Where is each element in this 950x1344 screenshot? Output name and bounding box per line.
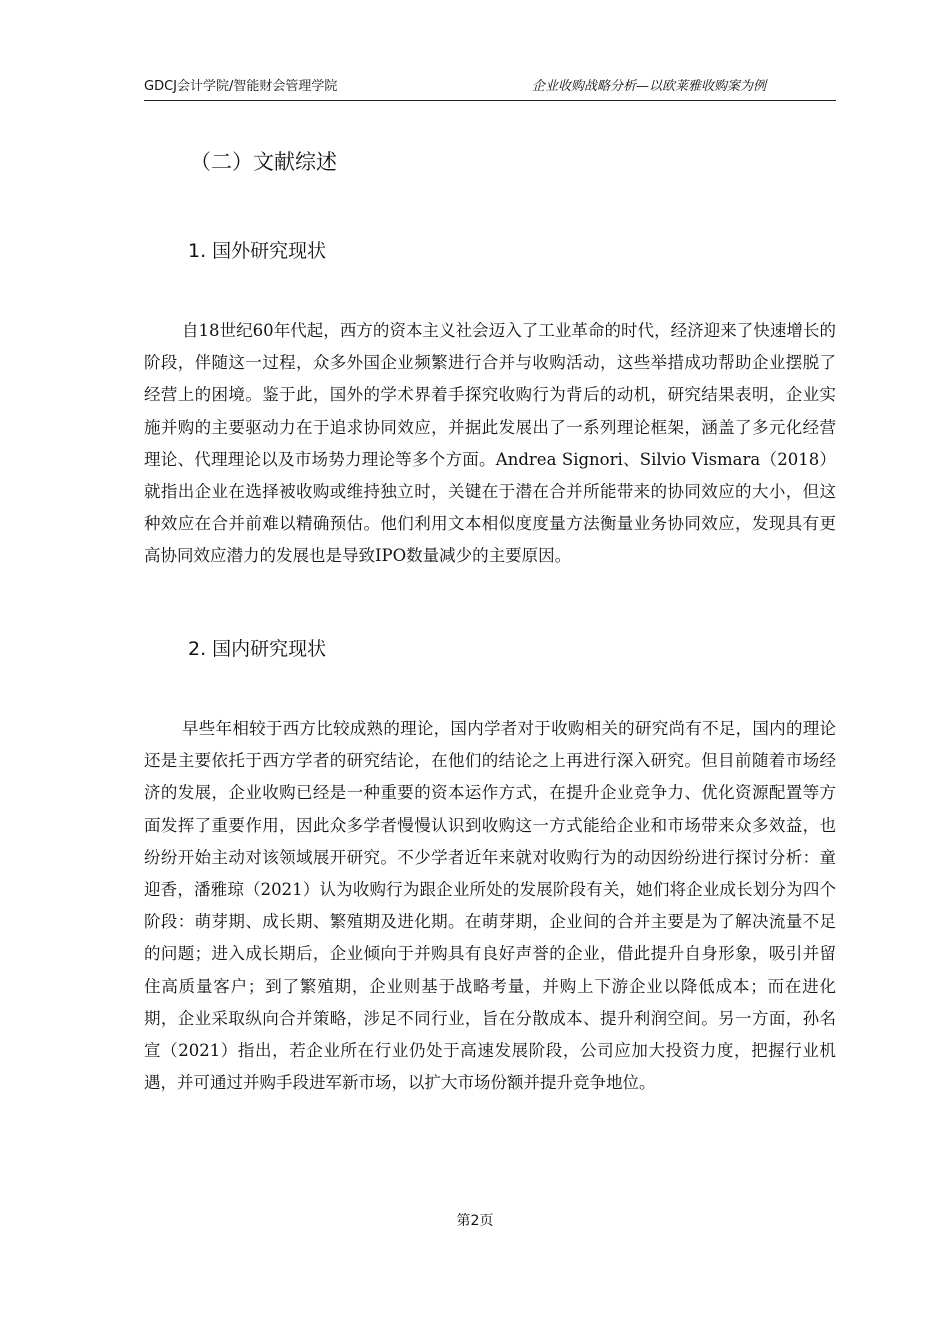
paragraph-domestic-research: 早些年相较于西方比较成熟的理论，国内学者对于收购相关的研究尚有不足，国内的理论还是主要依托于西方学者的研究结论，在他们的结论之上再进行深入研究。但目前随着市场经济的发展，企业收购已经是一种重要的资本运作方式，在提升企业竞争力、优化资源配置等方面发挥了重要作用，因此众多学者慢慢认识到收购这一方式能给企业和市场带来众多效益，也纷纷开始主动对该领域展开研究。不少学者近年来就对收购行为的动因纷纷进行探讨分析：童迎香，潘雅琼（2021）认为收购行为跟企业所处的发展阶段有关，她们将企业成长划分为四个阶段：萌芽期、成长期、繁殖期及进化期。在萌芽期，企业间的合并主要是为了解决流量不足的问题；进入成长期后，企业倾向于并购具有良好声誉的企业，借此提升自身形象，吸引并留住高质量客户；到了繁殖期，企业则基于战略考量，并购上下游企业以降低成本；而在进化期，企业采取纵向合并策略，涉足不同行业，旨在分散成本、提升利润空间。另一方面，孙名宣（2021）指出，若企业所在行业仍处于高速发展阶段，公司应加大投资力度，把握行业机遇，并可通过并购手段进军新市场，以扩大市场份额并提升竞争地位。 — [144, 719, 836, 1093]
page-number: 第2页 — [456, 1213, 494, 1229]
subsection-title-domestic: 2. 国内研究现状 — [188, 638, 327, 660]
header-institution: GDCJ会计学院/智能财会管理学院 — [144, 79, 338, 94]
paragraph-foreign-research: 自18世纪60年代起，西方的资本主义社会迈入了工业革命的时代，经济迎来了快速增长的阶段，伴随这一过程，众多外国企业频繁进行合并与收购活动，这些举措成功帮助企业摆脱了经营上的困境。鉴于此，国外的学术界着手探究收购行为背后的动机，研究结果表明，企业实施并购的主要驱动力在于追求协同效应，并据此发展出了一系列理论框架，涵盖了多元化经营理论、代理理论以及市场势力理论等多个方面。Andrea Signori、Silvio Vismara（2018）就指出企业在选择被收购或维持独立时，关键在于潜在合并所能带来的协同效应的大小，但这种效应在合并前难以精确预估。他们利用文本相似度度量方法衡量业务协同效应，发现具有更高协同效应潜力的发展也是导致IPO数量减少的主要原因。 — [144, 321, 836, 566]
header-document-title: 企业收购战略分析—以欧莱雅收购案为例 — [531, 79, 766, 94]
page-header — [144, 78, 836, 101]
section-title: （二）文献综述 — [190, 150, 337, 174]
subsection-title-foreign: 1. 国外研究现状 — [188, 240, 327, 262]
